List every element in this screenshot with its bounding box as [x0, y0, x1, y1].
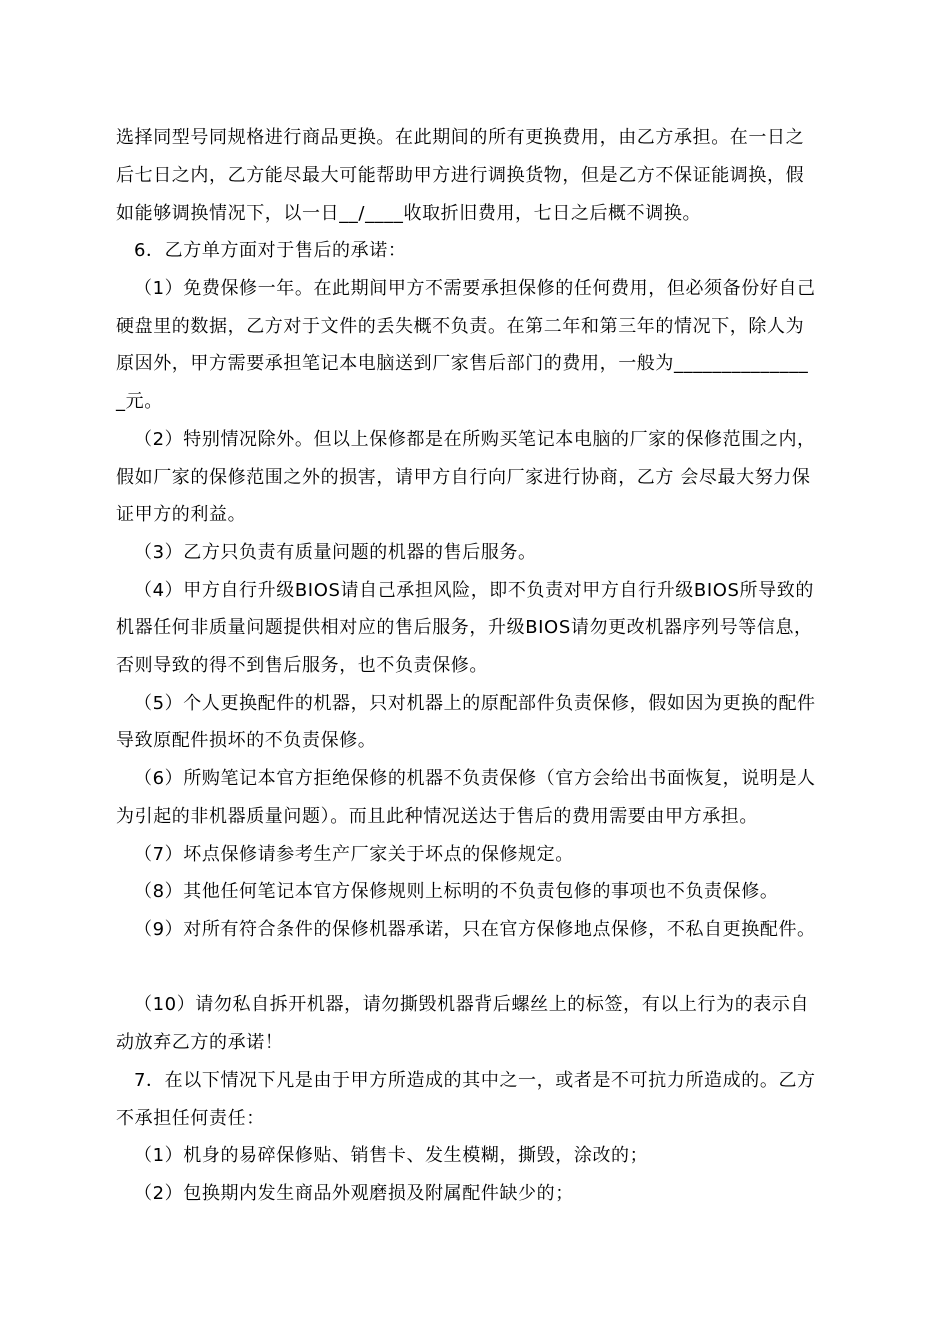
text-line: （1）免费保修一年。在此期间甲方不需要承担保修的任何费用，但必须备份好自己 [134, 278, 816, 299]
text-line: 否则导致的得不到售后服务，也不负责保修。 [116, 655, 488, 676]
text-line: 动放弃乙方的承诺！ [116, 1032, 284, 1053]
text-line: （6）所购笔记本官方拒绝保修的机器不负责保修（官方会给出书面恢复，说明是人 [134, 768, 816, 789]
section-heading: 6．乙方单方面对于售后的承诺： [134, 240, 407, 261]
text-line: （9）对所有符合条件的保修机器承诺，只在官方保修地点保修，不私自更换配件。 [134, 919, 816, 940]
text-line: 如能够调换情况下，以一日__/____收取折旧费用，七日之后概不调换。 [116, 203, 702, 224]
text-line: （2）包换期内发生商品外观磨损及附属配件缺少的； [134, 1183, 574, 1204]
text-line: （3）乙方只负责有质量问题的机器的售后服务。 [134, 542, 537, 563]
text-line: 证甲方的利益。 [116, 504, 247, 525]
text-line: 为引起的非机器质量问题）。而且此种情况送达于售后的费用需要由甲方承担。 [116, 806, 758, 827]
text-line: （2）特别情况除外。但以上保修都是在所购买笔记本电脑的厂家的保修范围之内， [134, 429, 816, 450]
text-line: 导致原配件损坏的不负责保修。 [116, 730, 377, 751]
section-heading: 7．在以下情况下凡是由于甲方所造成的其中之一，或者是不可抗力所造成的。乙方 [134, 1070, 816, 1091]
text-line: （4）甲方自行升级BIOS请自己承担风险，即不负责对甲方自行升级BIOS所导致的 [134, 580, 814, 601]
text-line: （5）个人更换配件的机器，只对机器上的原配部件负责保修，假如因为更换的配件 [134, 693, 816, 714]
text-line: （7）坏点保修请参考生产厂家关于坏点的保修规定。 [134, 844, 574, 865]
text-line: 后七日之内，乙方能尽最大可能帮助甲方进行调换货物，但是乙方不保证能调换，假 [116, 165, 805, 186]
text-line: （1）机身的易碎保修贴、销售卡、发生模糊，撕毁，涂改的； [134, 1145, 649, 1166]
text-line: 硬盘里的数据，乙方对于文件的丢失概不负责。在第二年和第三年的情况下，除人为 [116, 316, 805, 337]
text-line: 机器任何非质量问题提供相对应的售后服务，升级BIOS请勿更改机器序列号等信息， [116, 617, 813, 638]
text-line: 原因外，甲方需要承担笔记本电脑送到厂家售后部门的费用，一般为______________ [116, 353, 809, 374]
text-line: _元。 [116, 391, 163, 412]
text-line: 选择同型号同规格进行商品更换。在此期间的所有更换费用，由乙方承担。在一日之 [116, 127, 805, 148]
text-line: 假如厂家的保修范围之外的损害，请甲方自行向厂家进行协商，乙方 会尽最大努力保 [116, 467, 811, 488]
text-line: 不承担任何责任： [116, 1108, 265, 1129]
text-line: （10）请勿私自拆开机器，请勿撕毁机器背后螺丝上的标签，有以上行为的表示自 [134, 994, 810, 1015]
text-line: （8）其他任何笔记本官方保修规则上标明的不负责包修的事项也不负责保修。 [134, 881, 779, 902]
